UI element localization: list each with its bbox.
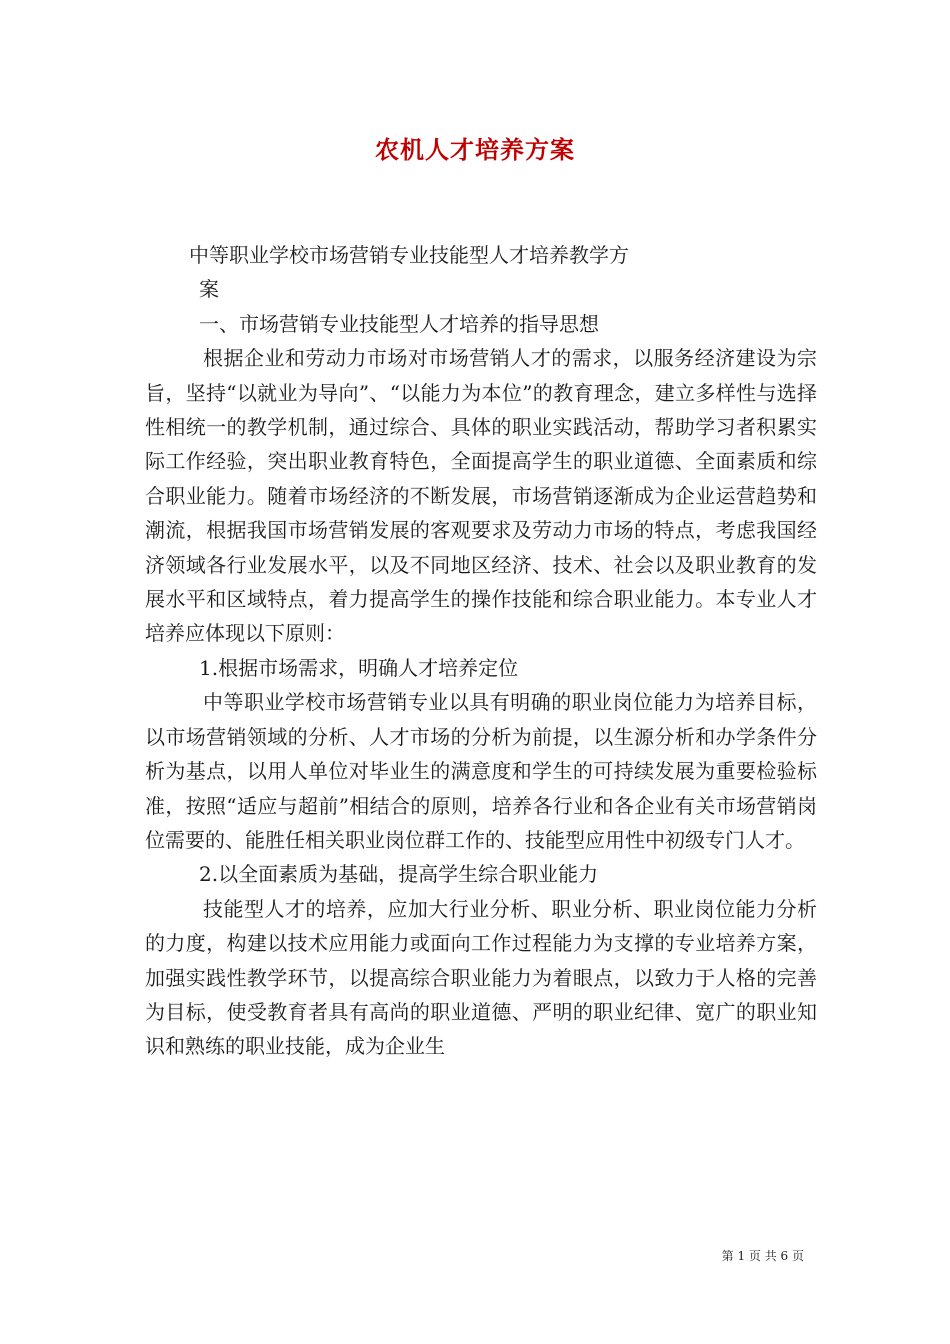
page-number: 第 1 页 共 6 页 xyxy=(721,1249,804,1263)
document-title: 农机人才培养方案 xyxy=(375,135,575,164)
item-heading: 2.以全面素质为基础，提高学生综合职业能力 xyxy=(199,862,599,887)
item-heading: 1.根据市场需求，明确人才培养定位 xyxy=(199,655,519,680)
document-subtitle-continued: 案 xyxy=(199,277,219,302)
section-heading: 一、市场营销专业技能型人才培养的指导思想 xyxy=(199,311,599,336)
document-subtitle: 中等职业学校市场营销专业技能型人才培养教学方 xyxy=(189,243,629,267)
paragraph: 中等职业学校市场营销专业以具有明确的职业岗位能力为培养目标，以市场营销领域的分析、人才市场的分析为前提，以生源分析和办学条件分析为基点，以用人单位对毕业生的满意度和学生的可持续发展为重要检验标准，按照“适应与超前”相结合的原则，培养各行业和各企业有关市场营销岗位需要的、能胜任相关职业岗位群工作的、技能型应用性中初级专门人才。 xyxy=(145,690,817,852)
paragraph: 技能型人才的培养，应加大行业分析、职业分析、职业岗位能力分析的力度，构建以技术应用能力或面向工作过程能力为支撑的专业培养方案，加强实践性教学环节，以提高综合职业能力为着眼点，以致力于人格的完善为目标，使受教育者具有高尚的职业道德、严明的职业纪律、宽广的职业知识和熟练的职业技能，成为企业生 xyxy=(145,896,817,1059)
paragraph: 根据企业和劳动力市场对市场营销人才的需求，以服务经济建设为宗旨，坚持“以就业为导向”、“以能力为本位”的教育理念，建立多样性与选择性相统一的教学机制，通过综合、具体的职业实践活动，帮助学习者积累实际工作经验，突出职业教育特色，全面提高学生的职业道德、全面素质和综合职业能力。随着市场经济的不断发展，市场营销逐渐成为企业运营趋势和潮流，根据我国市场营销发展的客观要求及劳动力市场的特点，考虑我国经济领域各行业发展水平，以及不同地区经济、技术、社会以及职业教育的发展水平和区域特点，着力提高学生的操作技能和综合职业能力。本专业人才培养应体现以下原则： xyxy=(145,346,817,646)
document-body xyxy=(145,238,817,1064)
